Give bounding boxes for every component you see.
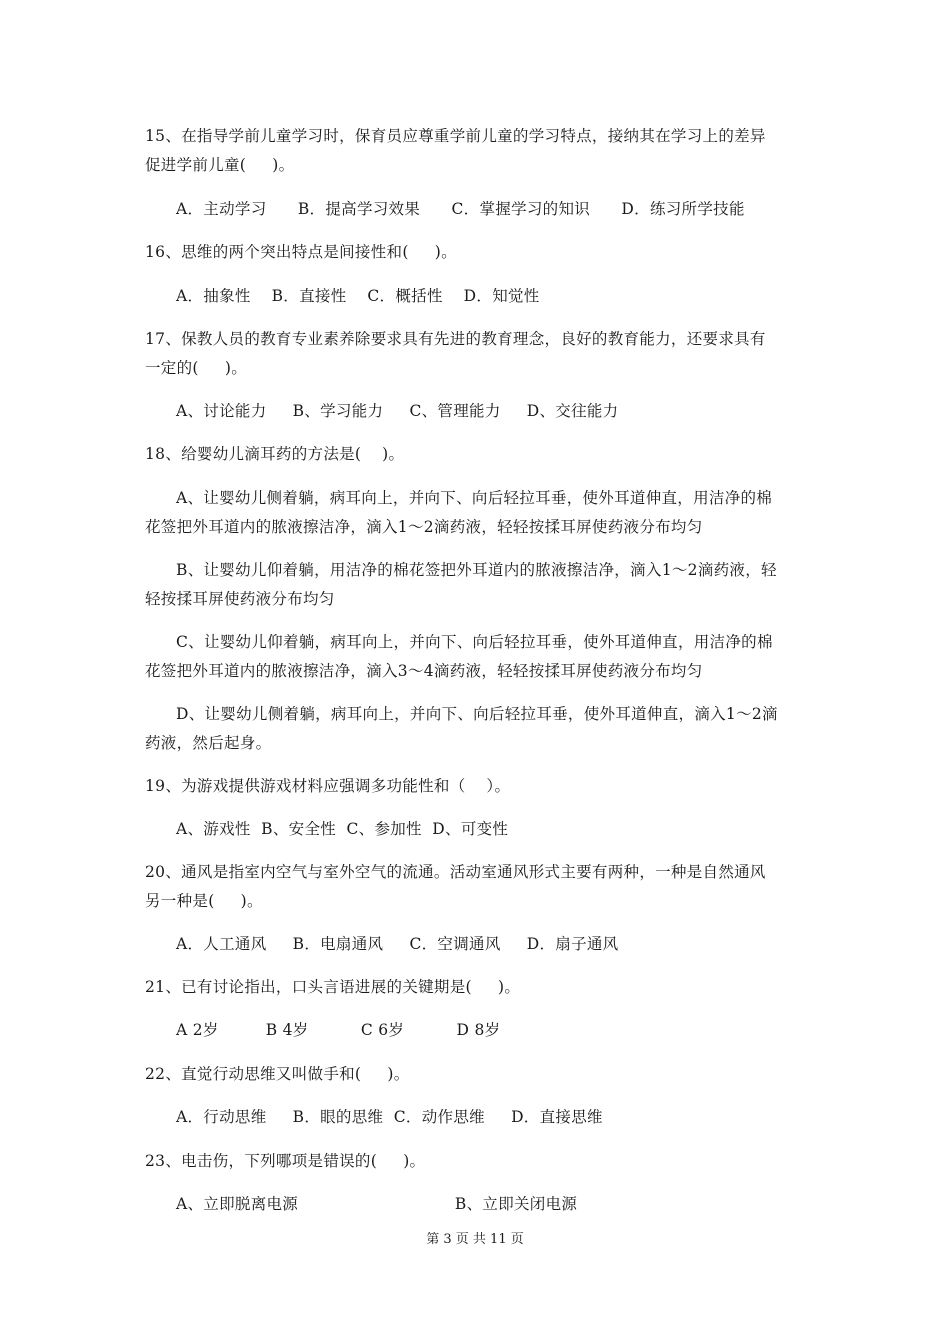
question-18-option-b-line-2: 轻按揉耳屏使药液分布均匀 bbox=[145, 590, 335, 608]
question-18-option-c-line-1: C、让婴幼儿仰着躺，病耳向上，并向下、向后轻拉耳垂，使外耳道伸直，用洁净的棉 bbox=[176, 633, 773, 651]
question-19-options: A、游戏性 B、安全性 C、参加性 D、可变性 bbox=[176, 820, 509, 838]
question-19-stem: 19、为游戏提供游戏材料应强调多功能性和（ ）。 bbox=[145, 777, 511, 795]
question-23-stem: 23、电击伤，下列哪项是错误的( )。 bbox=[145, 1152, 426, 1170]
question-23-options: A、立即脱离电源 B、立即关闭电源 bbox=[176, 1195, 578, 1213]
question-18-option-b-line-1: B、让婴幼儿仰着躺，用洁净的棉花签把外耳道内的脓液擦洁净，滴入1～2滴药液，轻 bbox=[176, 561, 777, 579]
question-18-option-d-line-2: 药液，然后起身。 bbox=[145, 734, 272, 752]
question-15-stem-line-1: 15、在指导学前儿童学习时，保育员应尊重学前儿童的学习特点，接纳其在学习上的差异 bbox=[145, 127, 766, 145]
page-number-footer: 第 3 页 共 11 页 bbox=[426, 1232, 524, 1247]
question-20-stem-line-1: 20、通风是指室内空气与室外空气的流通。活动室通风形式主要有两种，一种是自然通风 bbox=[145, 863, 766, 881]
question-17-stem-line-2: 一定的( )。 bbox=[145, 359, 248, 377]
question-18-stem: 18、给婴幼儿滴耳药的方法是( )。 bbox=[145, 445, 405, 463]
question-20-options: A．人工通风 B．电扇通风 C．空调通风 D．扇子通风 bbox=[176, 935, 619, 953]
question-21-stem: 21、已有讨论指出，口头言语进展的关键期是( )。 bbox=[145, 978, 521, 996]
question-17-stem-line-1: 17、保教人员的教育专业素养除要求具有先进的教育理念，良好的教育能力，还要求具有 bbox=[145, 330, 766, 348]
question-20-stem-line-2: 另一种是( )。 bbox=[145, 892, 263, 910]
question-21-options: A 2岁 B 4岁 C 6岁 D 8岁 bbox=[176, 1021, 501, 1039]
question-18-option-c-line-2: 花签把外耳道内的脓液擦洁净，滴入3～4滴药液，轻轻按揉耳屏使药液分布均匀 bbox=[145, 662, 703, 680]
question-16-stem: 16、思维的两个突出特点是间接性和( )。 bbox=[145, 243, 457, 261]
question-18-option-a-line-1: A、让婴幼儿侧着躺，病耳向上，并向下、向后轻拉耳垂，使外耳道伸直，用洁净的棉 bbox=[176, 489, 773, 507]
question-15-stem-line-2: 促进学前儿童( )。 bbox=[145, 156, 295, 174]
question-18-option-a-line-2: 花签把外耳道内的脓液擦洁净，滴入1～2滴药液，轻轻按揉耳屏使药液分布均匀 bbox=[145, 518, 703, 536]
question-22-options: A．行动思维 B．眼的思维 C．动作思维 D．直接思维 bbox=[176, 1108, 603, 1126]
question-18-option-d-line-1: D、让婴幼儿侧着躺，病耳向上，并向下、向后轻拉耳垂，使外耳道伸直，滴入1～2滴 bbox=[176, 705, 778, 723]
question-17-options: A、讨论能力 B、学习能力 C、管理能力 D、交往能力 bbox=[176, 402, 619, 420]
question-22-stem: 22、直觉行动思维又叫做手和( )。 bbox=[145, 1065, 410, 1083]
question-15-options: A．主动学习 B．提高学习效果 C．掌握学习的知识 D．练习所学技能 bbox=[176, 200, 745, 218]
question-16-options: A．抽象性 B．直接性 C．概括性 D．知觉性 bbox=[176, 287, 540, 305]
